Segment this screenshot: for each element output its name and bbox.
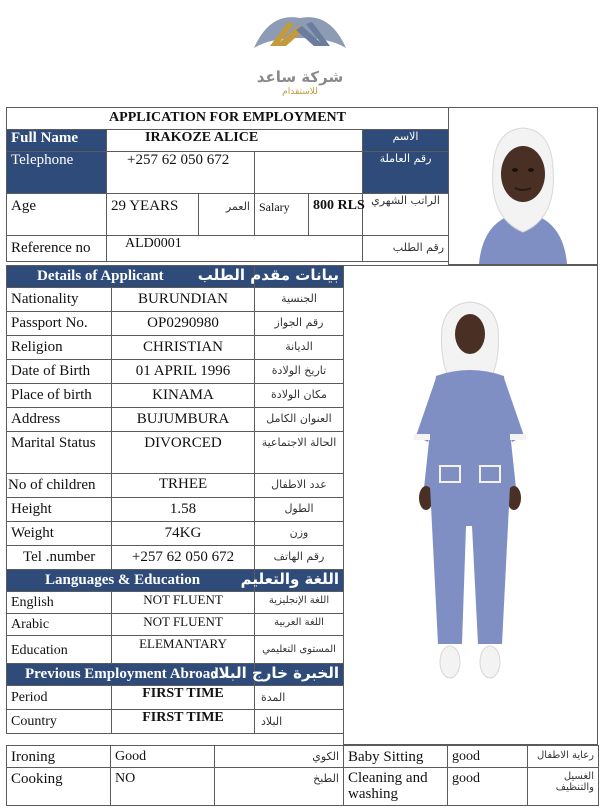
- skill-ar: الكوي: [215, 746, 344, 768]
- table-row: [7, 522, 344, 546]
- page-title: APPLICATION FOR EMPLOYMENT: [7, 108, 449, 130]
- row-ar: وزن: [255, 522, 344, 546]
- header-table: [6, 107, 449, 262]
- row-ar: البلاد: [255, 710, 344, 734]
- skill-label: Baby Sitting: [344, 746, 448, 768]
- row-label: Education: [7, 636, 112, 664]
- skill-label: Cleaning and washing: [344, 768, 448, 806]
- row-ar: اللغة العربية: [255, 614, 344, 636]
- full-name-value: IRAKOZE ALICE: [107, 130, 363, 152]
- row-label: Weight: [7, 522, 112, 546]
- skills-table: [6, 745, 599, 806]
- row-label: Period: [7, 686, 112, 710]
- full-name-label: Full Name: [7, 130, 107, 152]
- row-ar: الطول: [255, 498, 344, 522]
- table-row: [7, 498, 344, 522]
- age-label: Age: [7, 194, 107, 236]
- row-label: Marital Status: [7, 432, 112, 474]
- row-label: Height: [7, 498, 112, 522]
- worker-ar: رقم العاملة: [363, 152, 449, 194]
- row-ar: تاريخ الولادة: [255, 360, 344, 384]
- telephone-label: Telephone: [7, 152, 107, 194]
- table-row: [7, 288, 344, 312]
- row-value: NOT FLUENT: [112, 592, 255, 614]
- row-value: 74KG: [112, 522, 255, 546]
- row-value: BUJUMBURA: [112, 408, 255, 432]
- row-ar: المستوى التعليمي: [255, 636, 344, 664]
- table-row: [7, 710, 344, 734]
- logo-tagline: للاستقدام: [282, 87, 318, 97]
- row-value: TRHEE: [112, 474, 255, 498]
- age-value: 29 YEARS: [107, 194, 199, 236]
- row-value: FIRST TIME: [112, 686, 255, 710]
- details-heading-ar: بيانات مقدم الطلب: [255, 266, 344, 288]
- row-label: Place of birth: [7, 384, 112, 408]
- row-ar: مكان الولادة: [255, 384, 344, 408]
- reference-ar: رقم الطلب: [363, 236, 449, 262]
- row-value: DIVORCED: [112, 432, 255, 474]
- row-label: Country: [7, 710, 112, 734]
- row-ar: عدد الاطفال: [255, 474, 344, 498]
- table-row: [7, 408, 344, 432]
- row-ar: اللغة الإنجليزية: [255, 592, 344, 614]
- skill-ar: الطبخ: [215, 768, 344, 806]
- row-label: Date of Birth: [7, 360, 112, 384]
- table-row: [7, 592, 344, 614]
- salary-ar: الراتب الشهري: [363, 194, 449, 236]
- row-value: CHRISTIAN: [112, 336, 255, 360]
- row-value: +257 62 050 672: [112, 546, 255, 570]
- table-row: [7, 546, 344, 570]
- skill-ar: رعاية الاطفال: [528, 746, 599, 768]
- table-row: [7, 336, 344, 360]
- skill-label: Ironing: [7, 746, 111, 768]
- table-row: [7, 746, 599, 768]
- row-ar: الحالة الاجتماعية: [255, 432, 344, 474]
- details-table: [6, 265, 344, 734]
- skill-value: good: [448, 768, 528, 806]
- table-row: [7, 384, 344, 408]
- languages-heading-ar: اللغة والتعليم: [255, 570, 344, 592]
- table-row: [7, 636, 344, 664]
- row-value: KINAMA: [112, 384, 255, 408]
- row-ar: الديانة: [255, 336, 344, 360]
- full-body-photo: [343, 265, 598, 745]
- full-name-ar: الاسم: [363, 130, 449, 152]
- row-value: 01 APRIL 1996: [112, 360, 255, 384]
- row-ar: المدة: [255, 686, 344, 710]
- row-label: No of children: [7, 474, 112, 498]
- previous-heading-ar: الخبرة خارج البلاد: [255, 664, 344, 686]
- skill-label: Cooking: [7, 768, 111, 806]
- skill-value: Good: [111, 746, 215, 768]
- row-value: FIRST TIME: [112, 710, 255, 734]
- reference-value: ALD0001: [107, 236, 363, 262]
- row-value: NOT FLUENT: [112, 614, 255, 636]
- row-label: Religion: [7, 336, 112, 360]
- headshot-photo: [448, 107, 598, 265]
- table-row: [7, 686, 344, 710]
- previous-heading: Previous Employment Abroad: [7, 664, 255, 686]
- skill-ar: الغسيل والتنظيف: [528, 768, 599, 806]
- table-row: [7, 614, 344, 636]
- row-value: BURUNDIAN: [112, 288, 255, 312]
- salary-label: Salary: [255, 194, 309, 236]
- age-ar: العمر: [199, 194, 255, 236]
- table-row: [7, 432, 344, 474]
- telephone-blank: [255, 152, 363, 194]
- row-label: Nationality: [7, 288, 112, 312]
- details-heading: Details of Applicant: [7, 266, 255, 288]
- row-ar: رقم الهاتف: [255, 546, 344, 570]
- row-label: Tel .number: [7, 546, 112, 570]
- row-label: Arabic: [7, 614, 112, 636]
- row-value: 1.58: [112, 498, 255, 522]
- row-ar: رقم الجواز: [255, 312, 344, 336]
- languages-heading: Languages & Education: [7, 570, 255, 592]
- skill-value: good: [448, 746, 528, 768]
- skill-value: NO: [111, 768, 215, 806]
- logo-name: شركة ساعد: [256, 68, 344, 86]
- row-label: Passport No.: [7, 312, 112, 336]
- row-ar: العنوان الكامل: [255, 408, 344, 432]
- row-label: Address: [7, 408, 112, 432]
- reference-label: Reference no: [7, 236, 107, 262]
- row-value: OP0290980: [112, 312, 255, 336]
- row-ar: الجنسية: [255, 288, 344, 312]
- table-row: [7, 360, 344, 384]
- table-row: [7, 768, 599, 806]
- row-label: English: [7, 592, 112, 614]
- telephone-value: +257 62 050 672: [107, 152, 255, 194]
- row-value: ELEMANTARY: [112, 636, 255, 664]
- table-row: [7, 312, 344, 336]
- table-row: [7, 474, 344, 498]
- salary-value: 800 RLS: [309, 194, 363, 236]
